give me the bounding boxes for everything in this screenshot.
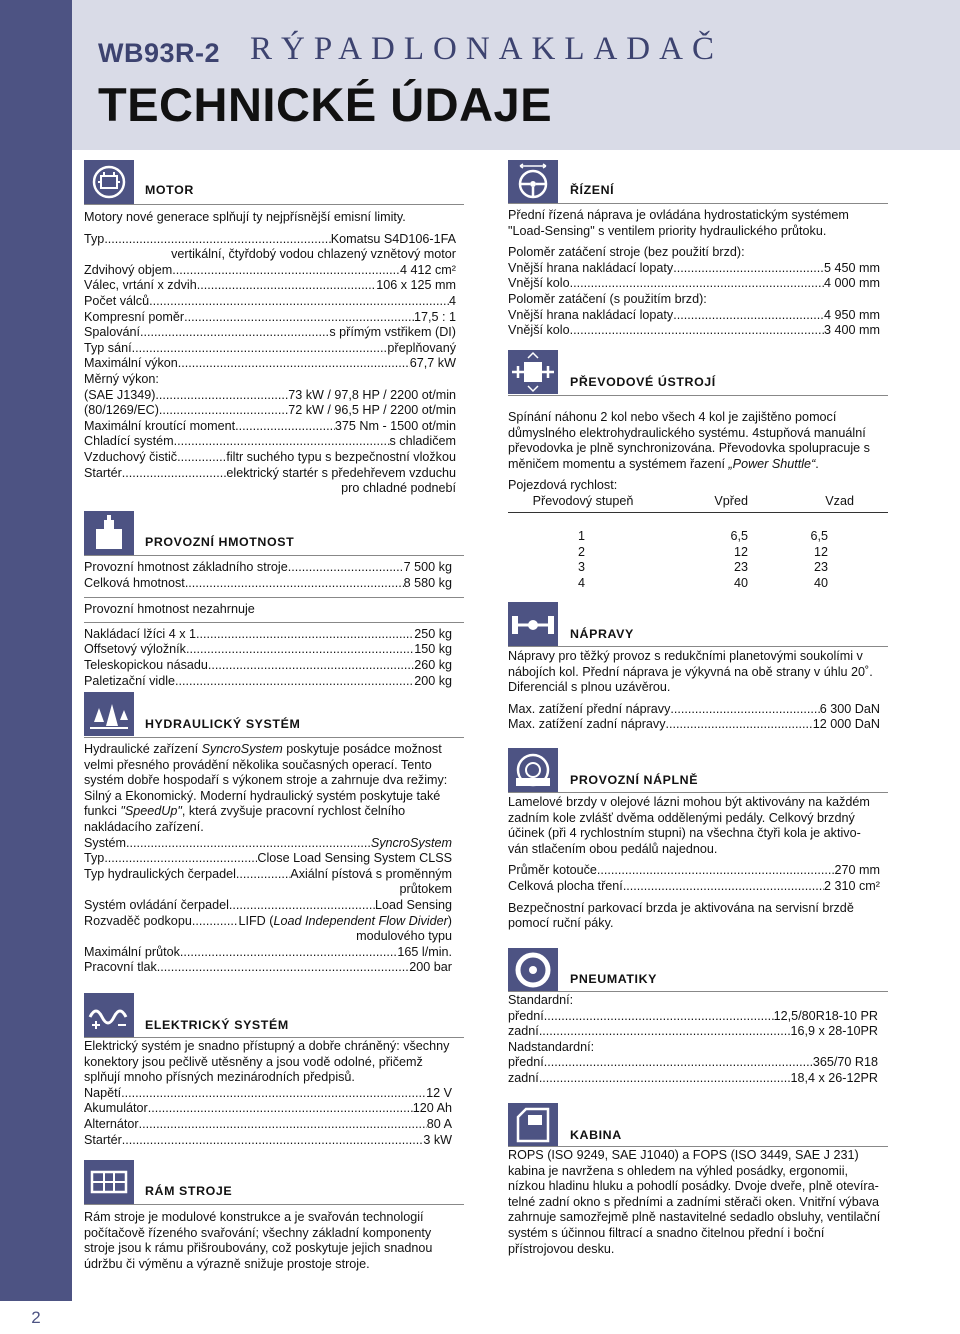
electric-icon	[84, 993, 134, 1037]
transmission-section	[508, 410, 880, 494]
spec-row: Napětí ..... 12 V	[84, 1086, 452, 1102]
cab-section	[508, 1148, 882, 1257]
specific-power-label: Měrný výkon:	[84, 371, 159, 386]
spec-row: Vnější kolo ..... 3 400 mm	[508, 323, 880, 339]
spec-row: Maximální kroutící moment ..... 375 Nm - 1500 ot/min	[84, 419, 456, 435]
spec-row: Alternátor ..... 80 A	[84, 1117, 452, 1133]
table-row: 2 12 12	[578, 544, 828, 559]
hydraulic-drops-icon	[84, 692, 134, 736]
page-number: 2	[0, 1300, 72, 1334]
spec-row: zadní ..... 16,9 x 28-10PR	[508, 1024, 878, 1040]
electric-divider	[84, 1037, 464, 1038]
spec-row: Typ hydraulických čerpadel ..... Axiální pístová s proměnným	[84, 867, 452, 883]
spec-row: Válec, vrtání x zdvih ..... 106 x 125 mm	[84, 278, 456, 294]
weight-section	[84, 560, 452, 689]
spec-row: zadní ..... 18,4 x 26-12PR	[508, 1071, 878, 1087]
cab-icon	[508, 1103, 558, 1147]
hydraulic-description: Hydraulické zařízení SyncroSystem poskytuje posádce možnost velmi přesného provádění několika současných operací. Tento systém dobře hospodaří s výkonem stroje a zahrnuje dva režimy: Silný a Ekonomický. Moderní hydraulický systém poskytuje také funkci "SpeedUp", která zvyšuje pracovní rychlost čelního nakládacího zařízení.	[84, 742, 448, 834]
spec-row: Vnější hrana nakládací lopaty ..... 4 950 mm	[508, 308, 880, 324]
transmission-description: Spínání náhonu 2 kol nebo všech 4 kol je zajištěno pomocí důmyslného elektrohydraulického systému. 4stupňová manuální převodovka je plně synchronizována. Převodovka spolupracuje s měničem momentu a systémem řazení „Power Shuttle“.	[508, 410, 870, 471]
hydraulic-title: HYDRAULICKÝ SYSTÉM	[145, 717, 301, 731]
cab-title: KABINA	[570, 1128, 622, 1142]
spec-row: Teleskopickou násadu ..... 260 kg	[84, 658, 452, 674]
brakes-description: Lamelové brzdy v olejové lázni mohou být aktivovány na každém zadním kole zvlášť dvěma oddělenými pedály. Celkový brzdný účinek (při 4 rychlostním stupni) na všechna čtyři kola je aktivo-ván stlačením obou pedálů najednou.	[508, 795, 870, 856]
spec-row: Paletizační vidle ..... 200 kg	[84, 674, 452, 690]
brakes-divider	[508, 792, 888, 793]
table-row: 1 6,5 6,5	[578, 528, 828, 543]
brakes-title: PROVOZNÍ NÁPLNĚ	[570, 773, 699, 787]
steering-section	[508, 208, 880, 339]
weight-title: PROVOZNÍ HMOTNOST	[145, 535, 295, 549]
spec-row: přední ..... 12,5/80R18-10 PR	[508, 1009, 878, 1025]
spec-row: (SAE J1349) ..... 73 kW / 97,8 HP / 2200 ot/min	[84, 388, 456, 404]
spec-row: Maximální výkon ..... 67,7 kW	[84, 356, 456, 372]
spec-row: Max. zatížení přední nápravy ..... 6 300 DaN	[508, 702, 880, 718]
gearbox-icon	[508, 350, 558, 394]
spec-row: Průměr kotouče ..... 270 mm	[508, 863, 880, 879]
spec-row: Systém ovládání čerpadel ..... Load Sensing	[84, 898, 452, 914]
weight-divider	[84, 555, 464, 556]
axles-description: Nápravy pro těžký provoz s redukčními planetovými soukolími v nábojích kol. Přední náprava je výkyvná na obě strany v úhlu 20˚. Diferenciál s plnou uzávěrou.	[508, 649, 873, 695]
turning-radius-brakes-label: Poloměr zatáčení (s použitím brzd):	[508, 291, 707, 306]
motor-divider	[84, 204, 464, 205]
spec-row: Vzduchový čistič ..... filtr suchého typu s bezpečnostní vložkou	[84, 450, 456, 466]
spec-row: Chladící systém ..... s chladičem	[84, 434, 456, 450]
spec-row: (80/1269/EC) ..... 72 kW / 96,5 HP / 2200 ot/min	[84, 403, 456, 419]
tyres-standard-label: Standardní:	[508, 993, 574, 1007]
engine-icon	[84, 160, 134, 204]
tyres-divider	[508, 991, 888, 992]
turning-radius-label: Poloměr zatáčení stroje (bez použití brzd):	[508, 245, 745, 260]
tyres-title: PNEUMATIKY	[570, 972, 657, 986]
frame-title: RÁM STROJE	[145, 1184, 233, 1198]
parking-brake-text: Bezpečnostní parkovací brzda je aktivována na servisní brzdě pomocí ruční páky.	[508, 900, 854, 931]
motor-section	[84, 210, 456, 497]
steering-divider	[508, 203, 888, 204]
gear-speed-table	[508, 493, 888, 591]
weight-icon	[84, 511, 134, 555]
axles-title: NÁPRAVY	[570, 627, 634, 641]
axles-divider	[508, 646, 888, 647]
brakes-section	[508, 795, 880, 932]
spec-continuation: vertikální, čtyřdobý vodou chlazený vznětový motor	[171, 247, 456, 262]
spec-row: Zdvihový objem ..... 4 412 cm²	[84, 263, 456, 279]
product-name: RÝPADLONAKLADAČ	[250, 31, 723, 67]
table-row: 4 40 40	[578, 575, 828, 590]
spec-row: Pracovní tlak ..... 200 bar	[84, 960, 452, 976]
spec-row: Kompresní poměr ..... 17,5 : 1	[84, 310, 456, 326]
weight-excl-label: Provozní hmotnost nezahrnuje	[84, 597, 464, 618]
spec-row: Počet válců ..... 4	[84, 294, 456, 310]
tyres-optional-label: Nadstandardní:	[508, 1039, 595, 1054]
spec-continuation: modulového typu	[356, 929, 452, 944]
hydraulic-section	[84, 742, 452, 976]
table-header: Vzad	[825, 493, 854, 508]
spec-row: Vnější hrana nakládací lopaty ..... 5 450 mm	[508, 261, 880, 277]
table-header: Převodový stupeň	[532, 493, 634, 508]
electric-description: Elektrický systém je snadno přístupný a dobře chráněný: všechny konektory jsou pečlivě utěsněny a jsou vodě odolné, přičemž splňují mnoho přísných mezinárodních předpisů.	[84, 1039, 450, 1085]
spec-row: Celková hmotnost ..... 8 580 kg	[84, 576, 452, 592]
motor-title: MOTOR	[145, 183, 194, 197]
spec-row: Nakládací lžíci 4 x 1 ..... 250 kg	[84, 627, 452, 643]
axle-icon	[508, 602, 558, 646]
electric-title: ELEKTRICKÝ SYSTÉM	[145, 1018, 289, 1032]
spec-row: Max. zatížení zadní nápravy ..... 12 000 DaN	[508, 717, 880, 733]
transmission-title: PŘEVODOVÉ ÚSTROJÍ	[570, 375, 716, 389]
spec-row: Akumulátor ..... 120 Ah	[84, 1101, 452, 1117]
spec-row: Typ ..... Close Load Sensing System CLSS	[84, 851, 452, 867]
spec-row: Startér ..... 3 kW	[84, 1133, 452, 1149]
spec-row: Celková plocha tření ..... 2 310 cm²	[508, 879, 880, 895]
cab-divider	[508, 1146, 888, 1147]
spec-row: Systém ..... SyncroSystem	[84, 836, 452, 852]
hydraulic-divider	[84, 737, 464, 738]
frame-divider	[84, 1204, 464, 1205]
table-header: Vpřed	[714, 493, 748, 508]
spec-row: Offsetový výložník ..... 150 kg	[84, 642, 452, 658]
spec-row: Rozvaděč podkopu ..... LIFD (Load Independent Flow Divider)	[84, 914, 452, 930]
spec-row: Maximální průtok ..... 165 l/min.	[84, 945, 452, 961]
steering-wheel-icon	[508, 160, 558, 204]
spec-row: přední ..... 365/70 R18	[508, 1055, 878, 1071]
steering-description: Přední řízená náprava je ovládána hydrostatickým systémem "Load-Sensing" s ventilem priority hydraulického průtoku.	[508, 208, 849, 238]
frame-section	[84, 1210, 454, 1272]
model-name: WB93R-2	[98, 38, 221, 68]
spec-row: Vnější kolo ..... 4 000 mm	[508, 276, 880, 292]
steering-title: ŘÍZENÍ	[570, 183, 615, 197]
electric-section	[84, 1039, 452, 1148]
left-color-bar	[0, 0, 72, 1333]
spec-row: Startér ..... elektrický startér s předehřevem vzduchu	[84, 466, 456, 482]
travel-speed-label: Pojezdová rychlost:	[508, 478, 618, 493]
page-title: TECHNICKÉ ÚDAJE	[98, 78, 553, 131]
motor-intro: Motory nové generace splňují ty nejpřísnější emisní limity.	[84, 210, 406, 224]
spec-row: Provozní hmotnost základního stroje ..... 7 500 kg	[84, 560, 452, 576]
spec-row: Typ sání ..... přeplňovaný	[84, 341, 456, 357]
spec-continuation: pro chladné podnebí	[341, 481, 456, 496]
tyres-section	[508, 993, 878, 1087]
spec-continuation: průtokem	[399, 882, 452, 897]
tyre-icon	[508, 948, 558, 992]
cab-description: ROPS (ISO 9249, SAE J1040) a FOPS (ISO 3449, SAE J 231) kabina je navržena s ohledem na výhled posádky, ergonomii, nízkou hladinu hluku a pohodlí posádky. Dvoje dveře, plně otevíra-telné zadní okno s předními a zadními stěrači oken. Vnitřní výbava zahrnuje samozřejmě plně nastavitelné sedadlo obsluhy, ventilační systém s účinnou filtrací a snadno čitelnou přední i boční přístrojovou desku.	[508, 1148, 881, 1256]
spec-row: Spalování ..... s přímým vstřikem (DI)	[84, 325, 456, 341]
axles-section	[508, 649, 880, 733]
brake-disc-icon	[508, 748, 558, 792]
frame-description: Rám stroje je modulové konstrukce a je svařován technologií počítačově řízeného svařování; všechny základní komponenty stroje jsou k rámu přišroubovány, což poskytuje jejich snadnou údržbu či výměnu a výrazně snižuje prostoje stroje.	[84, 1210, 433, 1271]
table-row: 3 23 23	[578, 560, 828, 575]
spec-row: Typ ..... Komatsu S4D106-1FA	[84, 232, 456, 248]
frame-icon	[84, 1160, 134, 1204]
transmission-divider	[508, 395, 888, 396]
